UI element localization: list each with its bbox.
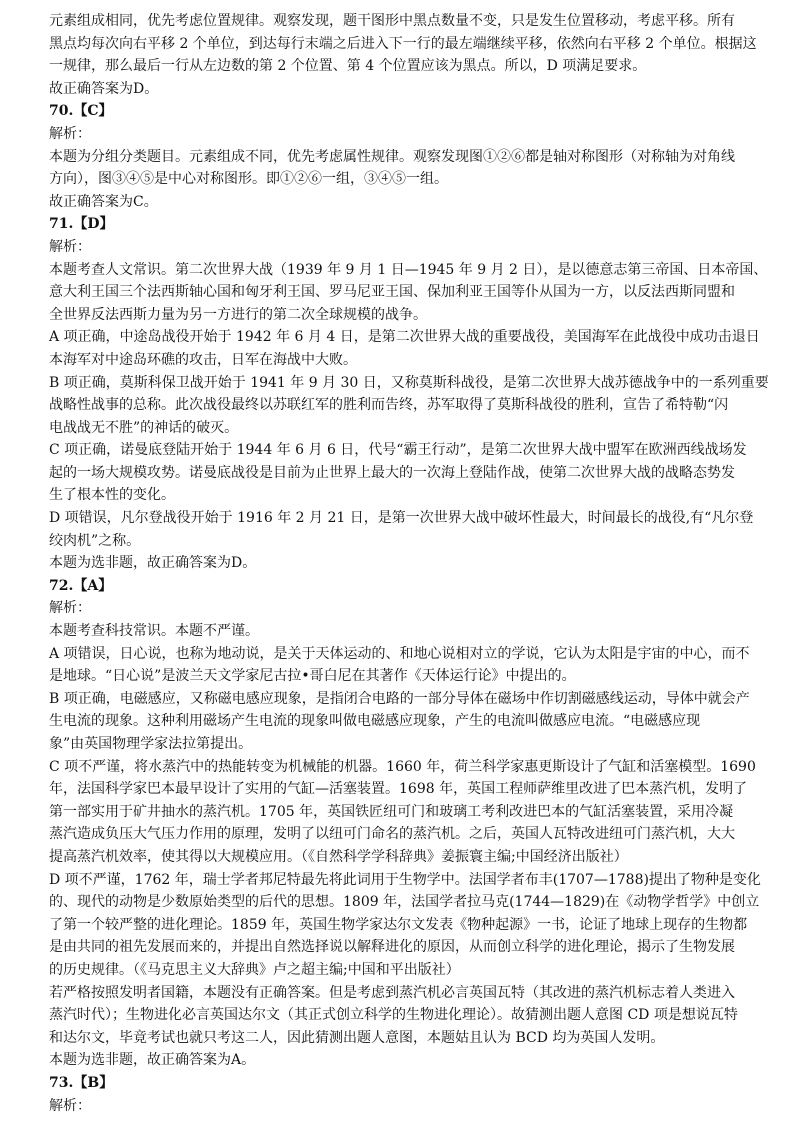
answer-line: 故正确答案为C。 [49,193,158,210]
text-line: 的、现代的动物是少数原始类型的后代的思想。1809 年，法国学者拉马克(1744—1829)在《动物学哲学》中创立 [49,894,760,911]
analysis-label: 解析： [49,1097,91,1114]
text-line: 的历史规律。（《马克思主义大辞典》卢之超主编;中国和平出版社） [49,961,460,978]
text-line: 一规律，那么最后一行从左边数的第 2 个位置、第 4 个位置应该为黑点。所以，D 项满足要求。 [49,58,647,75]
text-line: 本题为分组分类题目。元素组成不同，优先考虑属性规律。观察发现图①②⑥都是轴对称图形（对称轴为对角线 [49,148,735,165]
text-line: 若严格按照发明者国籍，本题没有正确答案。但是考虑到蒸汽机必言英国瓦特（其改进的蒸汽机标志着人类进入 [49,984,735,1001]
answer-line: 本题为选非题，故正确答案为A。 [49,1052,256,1069]
text-line: 生了根本性的变化。 [49,487,175,504]
text-line: 黑点均每次向右平移 2 个单位，到达每行末端之后进入下一行的最左端继续平移，依然向右平移 2 个单位。根据这 [49,35,757,52]
text-line: B 项正确，莫斯科保卫战开始于 1941 年 9 月 30 日，又称莫斯科战役，是第二次世界大战苏德战争中的一系列重要 [49,374,769,391]
text-line: 蒸汽造成负压大气压力作用的原理，发明了以纽可门命名的蒸汽机。之后，英国人瓦特改进纽可门蒸汽机，大大 [49,826,735,843]
text-line: 全世界反法西斯力量为另一方进行的第二次全球规模的战争。 [49,306,427,323]
text-line: 了第一个较严整的进化理论。1859 年，英国生物学家达尔文发表《物种起源》一书，论证了地球上现存的生物都 [49,916,748,933]
text-line: 绞肉机”之称。 [49,532,141,549]
text-line: A 项错误，日心说，也称为地动说，是关于天体运动的、和地心说相对立的学说，它认为太阳是宇宙的中心，而不 [49,645,750,662]
text-line: 第一部实用于矿井抽水的蒸汽机。1705 年，英国铁匠纽可门和玻璃工考利改进巴本的气缸活塞装置，采用冷凝 [49,803,734,820]
analysis-label: 解析： [49,125,91,142]
text-line: 战略性战事的总称。此次战役最终以苏联红军的胜利而告终，苏军取得了莫斯科战役的胜利，宣告了希特勒“闪 [49,397,729,414]
question-number: 70.【C】 [49,103,113,120]
analysis-label: 解析： [49,600,91,617]
text-line: 生电流的现象。这种利用磁场产生电流的现象叫做电磁感应现象，产生的电流叫做感应电流。“电磁感应现 [49,713,701,730]
text-line: B 项正确，电磁感应，又称磁电感应现象，是指闭合电路的一部分导体在磁场中作切割磁感线运动，导体中就会产 [49,690,750,707]
text-line: 起的一场大规模攻势。诺曼底战役是目前为止世界上最大的一次海上登陆作战，使第二次世界大战的战略态势发 [49,464,735,481]
text-line: 象”由英国物理学家法拉第提出。 [49,736,253,752]
text-line: 本海军对中途岛环礁的攻击，日军在海战中大败。 [49,351,357,368]
question-number: 73.【B】 [49,1074,114,1091]
text-line: 电战战无不胜”的神话的破灭。 [49,419,239,436]
text-line: 提高蒸汽机效率，使其得以大规模应用。（《自然科学学科辞典》姜振寰主编;中国经济出版社） [49,848,628,865]
text-line: 意大利王国三个法西斯轴心国和匈牙利王国、罗马尼亚王国、保加利亚王国等仆从国为一方，以反法西斯同盟和 [49,284,735,301]
text-line: 方向），图③④⑤是中心对称图形。即①②⑥一组，③④⑤一组。 [49,171,448,188]
text-line: 本题考查人文常识。第二次世界大战（1939 年 9 月 1 日—1945 年 9 月 2 日），是以德意志第三帝国、日本帝国、 [49,261,768,278]
document-page [49,10,771,1117]
text-line: 和达尔文，毕竟考试也就只考这二人，因此猜测出题人意图，本题姑且认为 BCD 均为英国人发明。 [49,1029,665,1046]
text-line: C 项不严谨，将水蒸汽中的热能转变为机械能的机器。1660 年，荷兰科学家惠更斯设计了气缸和活塞模型。1690 [49,758,756,775]
text-line: A 项正确，中途岛战役开始于 1942 年 6 月 4 日，是第二次世界大战的重要战役，美国海军在此战役中成功击退日 [49,329,760,346]
question-number: 71.【D】 [49,216,114,233]
analysis-label: 解析： [49,238,91,255]
text-line: 年，法国科学家巴本最早设计了实用的气缸—活塞装置。1698 年，英国工程师萨维里改进了巴本蒸汽机，发明了 [49,781,748,798]
text-line: C 项正确，诺曼底登陆开始于 1944 年 6 月 6 日，代号“霸王行动”，是第二次世界大战中盟军在欧洲西线战场发 [49,442,747,459]
text-line: D 项不严谨，1762 年，瑞士学者邦尼特最先将此词用于生物学中。法国学者布丰(1707—1788)提出了物种是变化 [49,871,761,888]
text-line: 元素组成相同，优先考虑位置规律。观察发现，题干图形中黑点数量不变，只是发生位置移动，考虑平移。所有 [49,13,735,29]
text-line: D 项错误，凡尔登战役开始于 1916 年 2 月 21 日，是第一次世界大战中破坏性最大，时间最长的战役,有“凡尔登 [49,510,754,527]
text-line: 本题考查科技常识。本题不严谨。 [49,623,259,640]
text-line: 蒸汽时代）；生物进化必言英国达尔文（其正式创立科学的生物进化理论）。故猜测出题人意图 CD 项是想说瓦特 [49,1007,738,1024]
text-line: 是由共同的祖先发展而来的，并提出自然选择说以解释进化的原因，从而创立科学的进化理论，揭示了生物发展 [49,939,735,956]
question-number: 72.【A】 [49,577,113,594]
answer-line: 本题为选非题，故正确答案为D。 [49,555,257,572]
text-line: 是地球。“日心说”是波兰天文学家尼古拉•哥白尼在其著作《天体运行论》中提出的。 [49,668,576,685]
answer-line: 故正确答案为D。 [49,80,159,97]
